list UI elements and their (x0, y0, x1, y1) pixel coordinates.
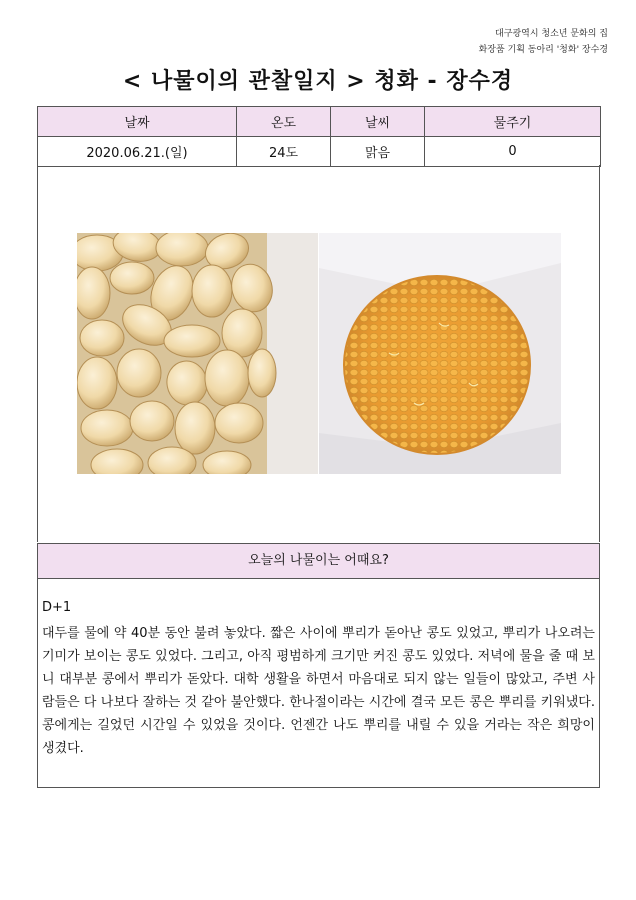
watering-value: 0 (425, 137, 601, 167)
info-table-value-row (38, 137, 601, 167)
photo-area (37, 165, 600, 542)
sprouting-beans-image-icon (319, 233, 561, 474)
sprouting-beans-photo (319, 233, 561, 474)
dry-beans-photo (77, 233, 318, 474)
question-bar: 오늘의 나물이는 어때요? (37, 543, 600, 579)
diary-text: 대두를 물에 약 40분 동안 불려 놓았다. 짧은 사이에 뿌리가 돋아난 콩도 있었고, 뿌리가 나오려는 기미가 보이는 콩도 있었다. 그리고, 아직 평범하게 크기만 커진 콩도 있었다. 저녁에 물을 줄 때 보니 대부분 콩에서 뿌리가 돋았다. 대학 생활을 하면서 마음대로 되지 않는 일들이 많았고, 주변 사람들은 다 나보다 잘하는 것 같아 불안했다. 한나절이라는 시간에 결국 모든 콩은 뿌리를 키워냈다. 콩에게는 길었던 시간일 수 있었을 것이다. 언젠간 나도 뿌리를 내릴 수 있을 거라는 작은 희망이 생겼다. (42, 626, 595, 756)
date-value: 2020.06.21.(일) (38, 137, 237, 167)
dry-beans-image-icon (77, 233, 318, 474)
info-table (37, 106, 601, 167)
weather-value: 맑음 (331, 137, 425, 167)
organization-line-1: 대구광역시 청소년 문화의 집 (495, 29, 608, 39)
page-title: < 나물이의 관찰일지 > 청화 - 장수경 (122, 69, 514, 94)
temperature-header: 온도 (237, 107, 331, 137)
diary-day: D+1 (42, 600, 72, 615)
watering-header: 물주기 (425, 107, 601, 137)
date-header: 날짜 (38, 107, 237, 137)
temperature-value: 24도 (237, 137, 331, 167)
organization-line-2: 화장품 기획 동아리 '청화' 장수경 (478, 45, 608, 55)
organization-info (479, 26, 608, 58)
diary-section (37, 578, 600, 788)
weather-header: 날씨 (331, 107, 425, 137)
info-table-header-row (38, 107, 601, 137)
